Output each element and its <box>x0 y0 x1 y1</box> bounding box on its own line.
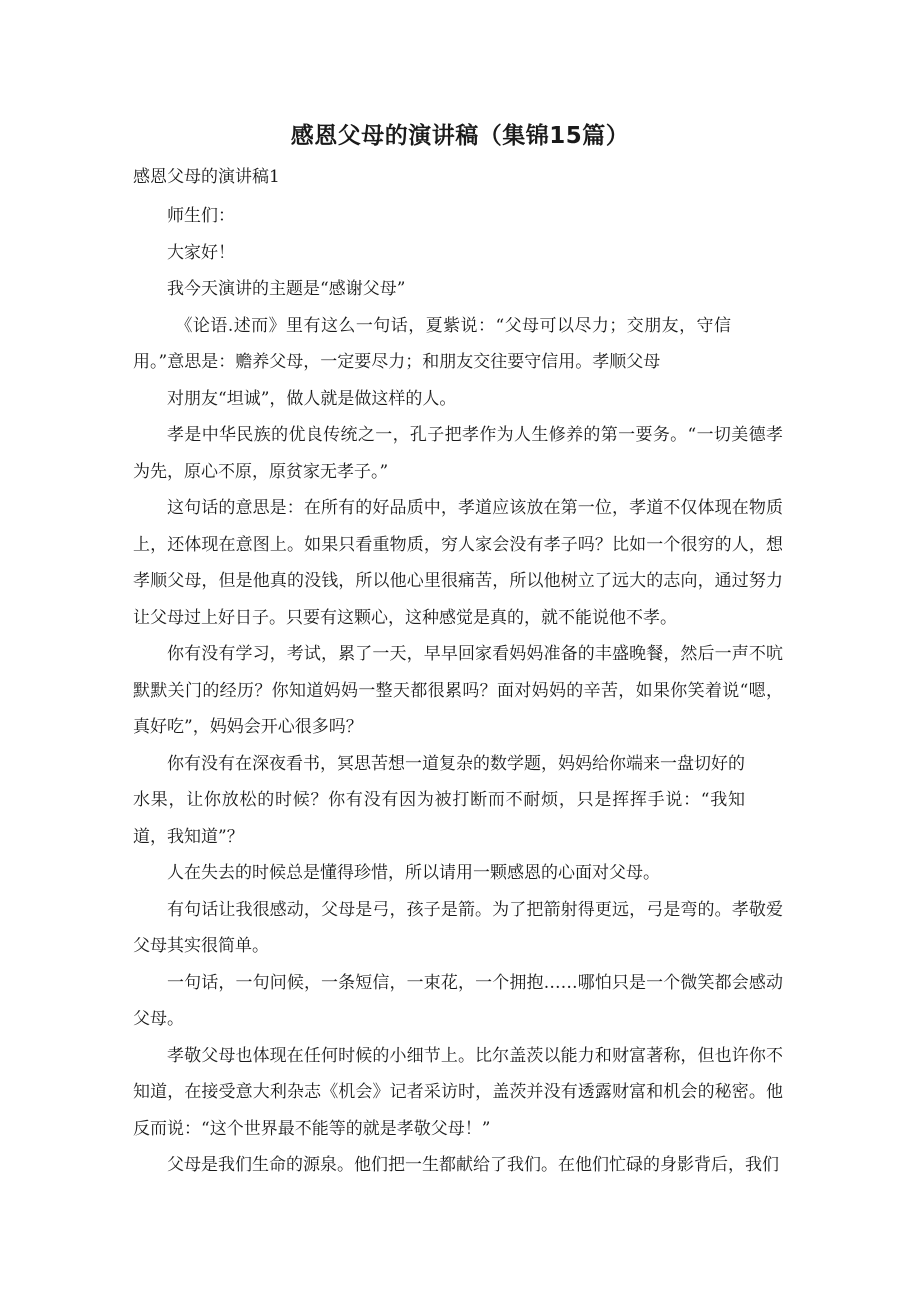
paragraph-friends: 对朋友“坦诚”，做人就是做这样的人。 <box>167 388 457 409</box>
paragraph-homework: 你有没有在深夜看书，冥思苦想一道复杂的数学题，妈妈给你端来一盘切好的水果，让你放松的时候？你有没有因为被打断而不耐烦，只是挥挥手说：“我知道，我知道”？ <box>133 753 745 847</box>
paragraph-dinner: 你有没有学习，考试，累了一天，早早回家看妈妈准备的丰盛晚餐，然后一声不吭默默关门的经历？你知道妈妈一整天都很累吗？面对妈妈的辛苦，如果你笑着说“嗯，真好吃”，妈妈会开心很多吗？ <box>133 644 783 737</box>
paragraph-bow-arrow: 有句话让我很感动，父母是弓，孩子是箭。为了把箭射得更远，弓是弯的。孝敬爱父母其实很简单。 <box>133 899 783 956</box>
paragraph-source-of-life: 父母是我们生命的源泉。他们把一生都献给了我们。在他们忙碌的身影背后，我们 <box>167 1155 779 1175</box>
paragraph-bill-gates: 孝敬父母也体现在任何时候的小细节上。比尔盖茨以能力和财富著称，但也许你不知道，在接受意大利杂志《机会》记者采访时，盖茨并没有透露财富和机会的秘密。他反而说：“这个世界最不能等的就是孝敬父母！” <box>133 1045 783 1139</box>
paragraph-topic: 我今天演讲的主题是“感谢父母” <box>167 279 406 299</box>
document-body <box>133 198 783 1184</box>
paragraph-lunyu-quote: 《论语.述而》里有这么一句话，夏紫说：“父母可以尽力；交朋友，守信用。”意思是：赡养父母，一定要尽力；和朋友交往要守信用。孝顺父母 <box>133 315 731 372</box>
section-heading: 感恩父母的演讲稿1 <box>133 167 280 187</box>
paragraph-greeting: 师生们： <box>167 206 235 226</box>
document-title: 感恩父母的演讲稿（集锦15篇） <box>290 123 630 149</box>
paragraph-hello: 大家好！ <box>167 242 235 263</box>
paragraph-small-gestures: 一句话，一句问候，一条短信，一束花，一个拥抱……哪怕只是一个微笑都会感动父母。 <box>133 972 783 1029</box>
paragraph-confucius: 孝是中华民族的优良传统之一，孔子把孝作为人生修养的第一要务。“一切美德孝为先，原心不原，原贫家无孝子。” <box>133 425 783 482</box>
paragraph-cherish: 人在失去的时候总是懂得珍惜，所以请用一颗感恩的心面对父母。 <box>167 863 660 883</box>
paragraph-meaning: 这句话的意思是：在所有的好品质中，孝道应该放在第一位，孝道不仅体现在物质上，还体现在意图上。如果只看重物质，穷人家会没有孝子吗？比如一个很穷的人，想孝顺父母，但是他真的没钱，所以他心里很痛苦，所以他树立了远大的志向，通过努力让父母过上好日子。只要有这颗心，这种感觉是真的，就不能说他不孝。 <box>133 498 783 628</box>
